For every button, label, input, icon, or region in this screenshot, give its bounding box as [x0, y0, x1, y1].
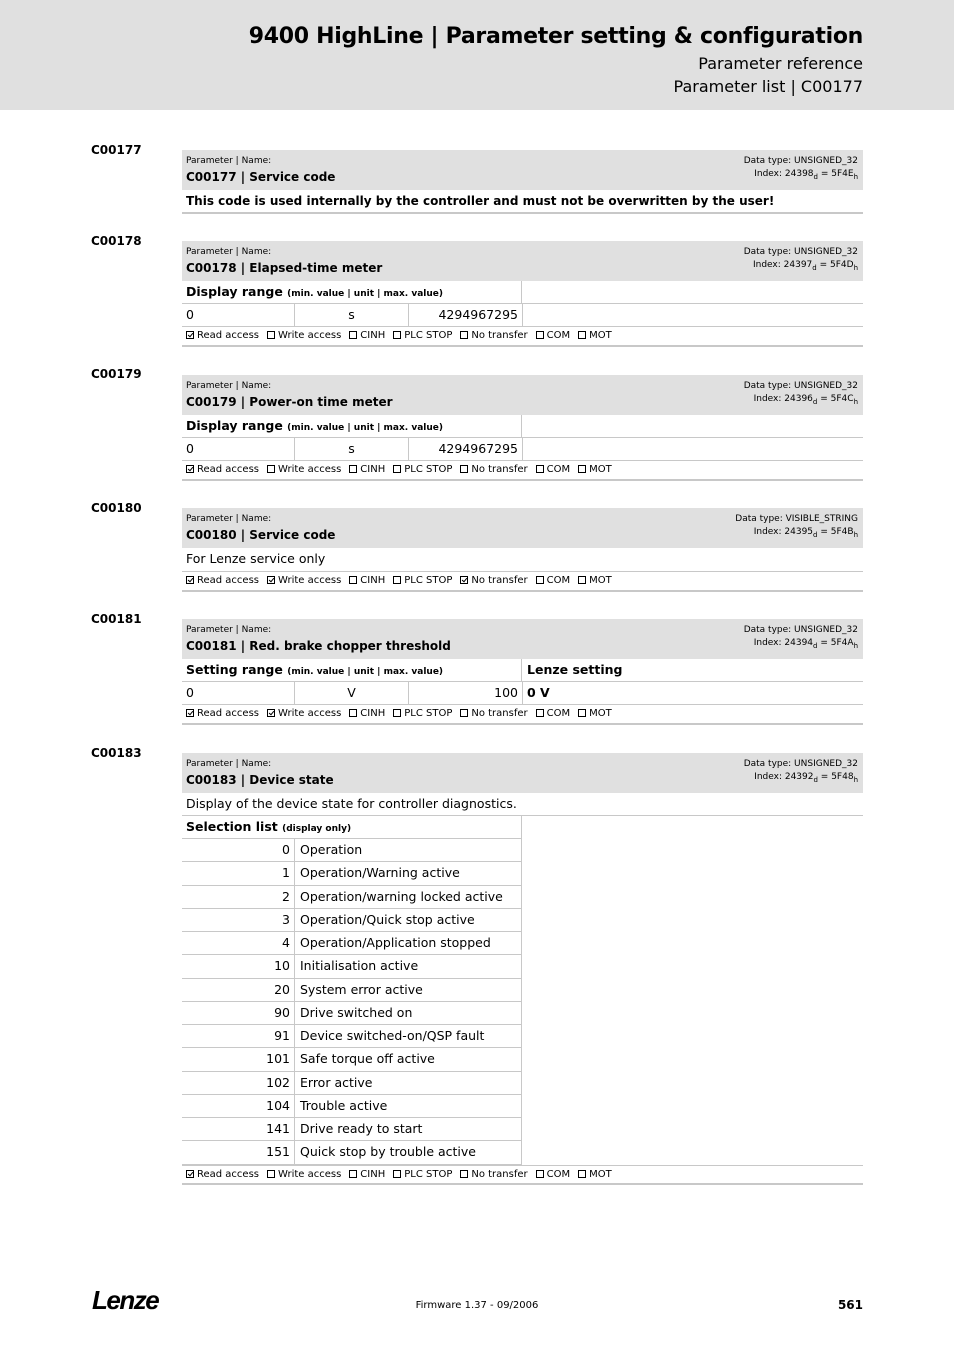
unchecked-box-icon: [460, 1170, 468, 1178]
selection-row: [182, 862, 522, 885]
selection-value: 90: [182, 1002, 295, 1024]
selection-row: [182, 909, 522, 932]
setting-range-label: Setting range (min. value | unit | max. value): [182, 659, 522, 682]
unit: V: [295, 682, 409, 705]
selection-header: [182, 816, 863, 839]
checked-box-icon: [186, 1170, 194, 1178]
param-name: C00181 | Red. brake chopper threshold: [186, 639, 451, 653]
unchecked-box-icon: [460, 465, 468, 473]
access-flag-label: No transfer: [471, 708, 528, 719]
access-flag-label: COM: [546, 330, 571, 341]
selection-row: [182, 886, 522, 909]
selection-text: Safe torque off active: [300, 1051, 435, 1067]
selection-row: [182, 979, 522, 1002]
document-title: 9400 HighLine | Parameter setting & configuration: [248, 24, 863, 49]
access-flags: [182, 327, 863, 347]
selection-value: 4: [182, 932, 295, 954]
access-flag: [186, 708, 259, 719]
param-description: Display of the device state for controller diagnostics.: [182, 793, 863, 816]
access-flag: [460, 1169, 527, 1180]
param-block-c00181: [182, 619, 863, 725]
unchecked-box-icon: [536, 1170, 544, 1178]
range-header: [182, 659, 863, 682]
unit: s: [295, 438, 409, 461]
max-value: 100: [409, 682, 523, 705]
data-type: Data type: UNSIGNED_32: [743, 759, 858, 769]
checked-box-icon: [186, 576, 194, 584]
param-code-label: C00183: [91, 746, 142, 760]
unchecked-box-icon: [578, 465, 586, 473]
unchecked-box-icon: [349, 465, 357, 473]
data-type: Data type: UNSIGNED_32: [743, 156, 858, 166]
selection-row: [182, 955, 522, 978]
access-flag: [186, 575, 259, 586]
selection-value: 102: [182, 1072, 295, 1094]
access-flag: [349, 1169, 385, 1180]
access-flag: [393, 330, 452, 341]
access-flag-label: No transfer: [471, 1168, 528, 1180]
checked-box-icon: [267, 709, 275, 717]
unchecked-box-icon: [349, 1170, 357, 1178]
access-flag: [460, 330, 527, 341]
access-flag-label: No transfer: [471, 330, 528, 341]
access-flag-label: MOT: [589, 575, 612, 586]
range-values: [182, 304, 863, 327]
selection-text: Operation/Quick stop active: [300, 911, 475, 927]
display-range-label: Display range (min. value | unit | max. value): [182, 281, 522, 304]
access-flag-label: Write access: [278, 464, 342, 475]
max-value: 4294967295: [409, 304, 523, 327]
selection-text: Error active: [300, 1074, 373, 1090]
access-flag-label: MOT: [589, 1168, 612, 1180]
access-flags: [182, 572, 863, 592]
checked-box-icon: [186, 331, 194, 339]
selection-text: Operation: [300, 842, 363, 857]
access-flag: [349, 575, 385, 586]
param-block-c00178: [182, 241, 863, 347]
param-code-label: C00181: [91, 612, 142, 626]
access-flag: [267, 708, 341, 719]
unchecked-box-icon: [578, 576, 586, 584]
unchecked-box-icon: [393, 465, 401, 473]
access-flag-label: PLC STOP: [404, 575, 453, 586]
access-flag: [267, 1169, 341, 1180]
access-flag: [536, 708, 570, 719]
selection-text: System error active: [300, 981, 423, 997]
selection-row: [182, 1002, 522, 1025]
unchecked-box-icon: [536, 576, 544, 584]
access-flag: [393, 1169, 452, 1180]
access-flag-label: PLC STOP: [404, 708, 453, 719]
unchecked-box-icon: [349, 576, 357, 584]
access-flag: [578, 575, 612, 586]
param-name: C00178 | Elapsed-time meter: [186, 261, 383, 275]
selection-value: 3: [182, 909, 295, 931]
access-flag: [578, 330, 612, 341]
selection-value: 104: [182, 1095, 295, 1117]
data-type: Data type: UNSIGNED_32: [743, 247, 858, 257]
access-flag-label: Write access: [278, 330, 342, 341]
unchecked-box-icon: [536, 331, 544, 339]
unchecked-box-icon: [267, 1170, 275, 1178]
param-header: [182, 508, 863, 548]
access-flag-label: PLC STOP: [404, 1168, 453, 1180]
selection-value: 101: [182, 1048, 295, 1070]
access-flag-label: Read access: [197, 464, 260, 475]
access-flag: [460, 464, 527, 475]
unchecked-box-icon: [578, 709, 586, 717]
range-header: [182, 281, 863, 304]
selection-row: [182, 1025, 522, 1048]
unchecked-box-icon: [349, 331, 357, 339]
subsection-title: Parameter list | C00177: [673, 77, 863, 96]
access-flag-label: MOT: [589, 464, 612, 475]
min-value: 0: [182, 682, 295, 705]
param-index: Index: $24398_d = 5F4E_h$: [754, 169, 858, 181]
unchecked-box-icon: [393, 331, 401, 339]
param-name-label: Parameter | Name:: [186, 625, 272, 635]
access-flags: [182, 1165, 863, 1185]
access-flag-label: CINH: [360, 464, 386, 475]
selection-text: Trouble active: [300, 1097, 388, 1113]
selection-value: 91: [182, 1025, 295, 1047]
param-code-label: C00179: [91, 367, 142, 381]
access-flag-label: Read access: [197, 708, 260, 719]
selection-value: 2: [182, 886, 295, 908]
page-header: [0, 0, 954, 110]
param-name-label: Parameter | Name:: [186, 759, 272, 769]
access-flag: [349, 330, 385, 341]
svg-text:Lenze: Lenze: [92, 1285, 159, 1315]
unchecked-box-icon: [267, 331, 275, 339]
unchecked-box-icon: [536, 465, 544, 473]
param-index: Index: $24394_d = 5F4A_h$: [753, 638, 858, 650]
access-flags: [182, 705, 863, 725]
data-type: Data type: VISIBLE_STRING: [735, 514, 858, 524]
unchecked-box-icon: [349, 709, 357, 717]
unchecked-box-icon: [393, 709, 401, 717]
param-name-label: Parameter | Name:: [186, 156, 272, 166]
access-flag-label: MOT: [589, 330, 612, 341]
access-flag: [393, 708, 452, 719]
access-flag-label: Read access: [197, 575, 260, 586]
param-name: C00183 | Device state: [186, 773, 334, 787]
unchecked-box-icon: [393, 576, 401, 584]
access-flag: [267, 330, 341, 341]
selection-row: [182, 1072, 522, 1095]
access-flag: [578, 464, 612, 475]
selection-text: Operation/warning locked active: [300, 888, 503, 904]
selection-text: Device switched-on/QSP fault: [300, 1028, 485, 1043]
access-flag-label: MOT: [589, 708, 612, 719]
selection-text: Operation/Warning active: [300, 865, 460, 881]
access-flags: [182, 461, 863, 481]
min-value: 0: [182, 304, 295, 327]
selection-text: Initialisation active: [300, 958, 419, 974]
selection-value: 10: [182, 955, 295, 977]
param-header: [182, 753, 863, 793]
access-flag: [536, 464, 570, 475]
selection-row: [182, 1048, 522, 1071]
access-flag-label: COM: [546, 575, 571, 586]
access-flag: [393, 464, 452, 475]
selection-value: 141: [182, 1118, 295, 1140]
access-flag: [578, 1169, 612, 1180]
unchecked-box-icon: [393, 1170, 401, 1178]
selection-value: 151: [182, 1141, 295, 1163]
access-flag: [578, 708, 612, 719]
param-index: Index: $24392_d = 5F48_h$: [754, 772, 858, 784]
param-header: [182, 375, 863, 415]
selection-value: 0: [182, 839, 295, 861]
param-index: Index: $24396_d = 5F4C_h$: [753, 394, 858, 406]
range-values: [182, 438, 863, 461]
access-flag-label: CINH: [360, 575, 386, 586]
selection-text: Quick stop by trouble active: [300, 1144, 476, 1160]
param-block-c00179: [182, 375, 863, 481]
selection-row: [182, 1118, 522, 1141]
access-flag-label: CINH: [360, 1168, 386, 1180]
access-flag: [267, 464, 341, 475]
access-flag: [349, 464, 385, 475]
param-name: C00180 | Service code: [186, 528, 336, 542]
access-flag: [186, 464, 259, 475]
param-description: This code is used internally by the controller and must not be overwritten by the user!: [182, 190, 863, 214]
access-flag-label: No transfer: [471, 464, 528, 475]
display-range-label: Display range (min. value | unit | max. value): [182, 415, 522, 438]
selection-row: [182, 1095, 522, 1118]
param-name-label: Parameter | Name:: [186, 381, 272, 391]
access-flag-label: PLC STOP: [404, 330, 453, 341]
unchecked-box-icon: [578, 331, 586, 339]
lenze-setting-value: 0 V: [527, 685, 550, 700]
param-description: For Lenze service only: [182, 548, 863, 572]
firmware-version: Firmware 1.37 - 09/2006: [415, 1300, 539, 1311]
selection-list-label: Selection list (display only): [182, 816, 522, 839]
access-flag-label: CINH: [360, 708, 386, 719]
section-title: Parameter reference: [698, 54, 863, 73]
selection-text: Operation/Application stopped: [300, 935, 491, 950]
selection-value: 20: [182, 979, 295, 1001]
access-flag-label: Write access: [278, 708, 342, 719]
access-flag: [186, 1169, 259, 1180]
param-name-label: Parameter | Name:: [186, 514, 272, 524]
param-header: [182, 150, 863, 190]
access-flag-label: No transfer: [471, 575, 528, 586]
param-code-label: C00180: [91, 501, 142, 515]
param-header: [182, 241, 863, 281]
range-values: [182, 682, 863, 705]
access-flag-label: Read access: [197, 330, 260, 341]
unchecked-box-icon: [267, 465, 275, 473]
access-flag: [460, 708, 527, 719]
access-flag-label: PLC STOP: [404, 464, 453, 475]
param-code-label: C00178: [91, 234, 142, 248]
unchecked-box-icon: [578, 1170, 586, 1178]
access-flag-label: Write access: [278, 1168, 342, 1180]
access-flag-label: COM: [546, 464, 571, 475]
min-value: 0: [182, 438, 295, 461]
access-flag-label: CINH: [360, 330, 386, 341]
param-block-c00177: [182, 150, 863, 214]
param-block-c00183: [182, 753, 863, 1185]
access-flag: [186, 330, 259, 341]
selection-row: [182, 839, 522, 862]
selection-value: 1: [182, 862, 295, 884]
access-flag-label: Read access: [197, 1168, 260, 1180]
param-index: Index: $24397_d = 5F4D_h$: [752, 260, 858, 272]
selection-row: [182, 1141, 522, 1164]
unit: s: [295, 304, 409, 327]
checked-box-icon: [186, 709, 194, 717]
access-flag: [267, 575, 341, 586]
checked-box-icon: [186, 465, 194, 473]
unchecked-box-icon: [536, 709, 544, 717]
access-flag: [536, 575, 570, 586]
access-flag-label: COM: [546, 1168, 571, 1180]
lenze-setting-label: Lenze setting: [527, 662, 623, 677]
selection-text: Drive ready to start: [300, 1121, 423, 1136]
access-flag-label: COM: [546, 708, 571, 719]
unchecked-box-icon: [460, 709, 468, 717]
access-flag-label: Write access: [278, 575, 342, 586]
unchecked-box-icon: [460, 331, 468, 339]
access-flag: [536, 1169, 570, 1180]
access-flag: [460, 575, 527, 586]
data-type: Data type: UNSIGNED_32: [743, 381, 858, 391]
param-name: C00179 | Power-on time meter: [186, 395, 393, 409]
param-index: Index: $24395_d = 5F4B_h$: [753, 527, 858, 539]
range-header: [182, 415, 863, 438]
selection-list: [182, 839, 863, 1165]
page-number: 561: [837, 1298, 863, 1312]
param-header: [182, 619, 863, 659]
access-flag: [393, 575, 452, 586]
param-code-label: C00177: [91, 143, 142, 157]
selection-text: Drive switched on: [300, 1004, 413, 1020]
param-name-label: Parameter | Name:: [186, 247, 272, 257]
checked-box-icon: [460, 576, 468, 584]
access-flag: [536, 330, 570, 341]
param-block-c00180: [182, 508, 863, 592]
data-type: Data type: UNSIGNED_32: [743, 625, 858, 635]
checked-box-icon: [267, 576, 275, 584]
access-flag: [349, 708, 385, 719]
selection-row: [182, 932, 522, 955]
max-value: 4294967295: [409, 438, 523, 461]
param-name: C00177 | Service code: [186, 170, 336, 184]
